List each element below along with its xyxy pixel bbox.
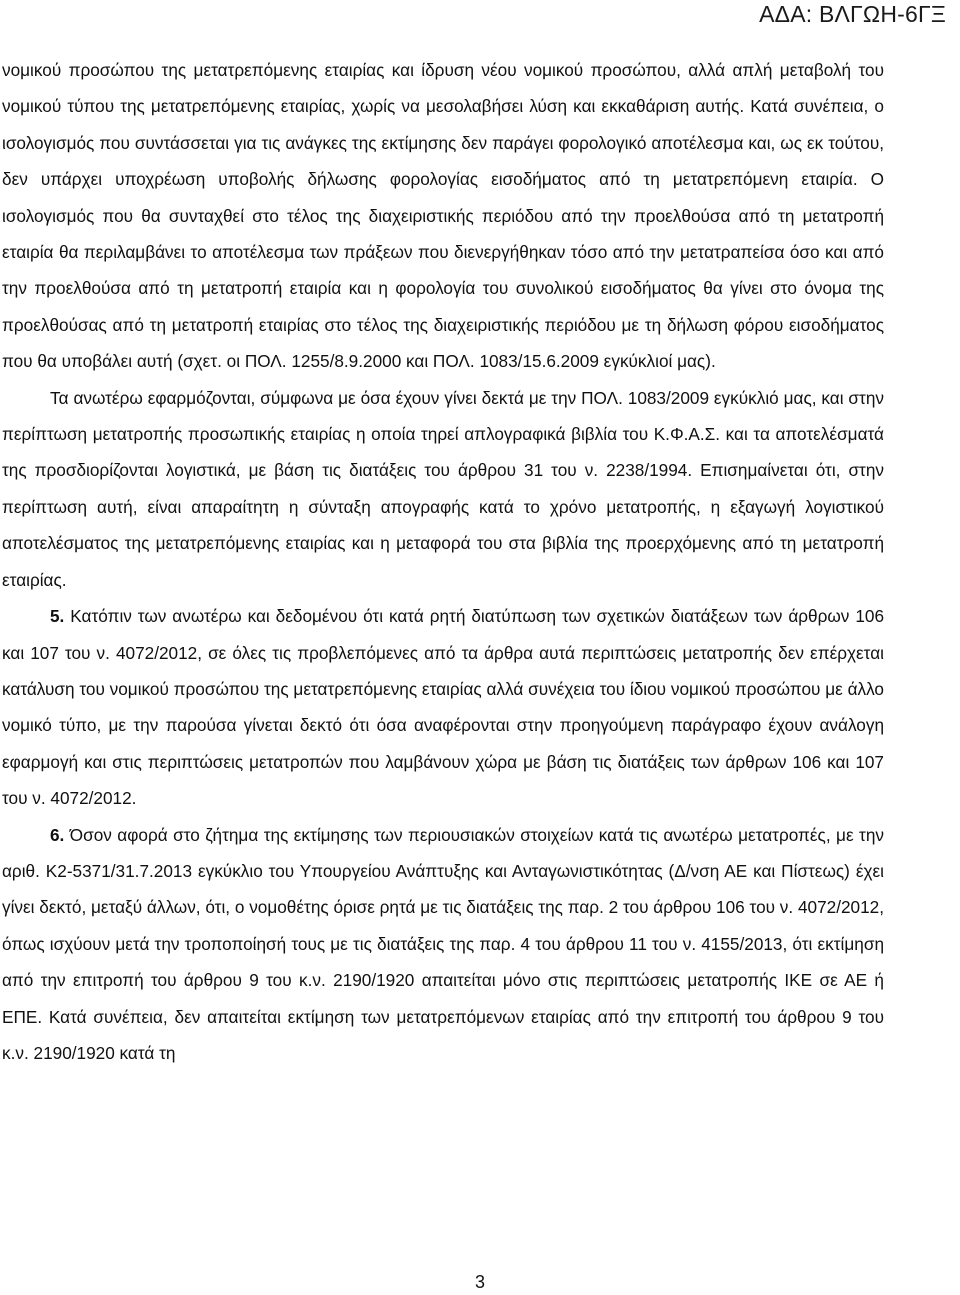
paragraph-continued — [2, 52, 884, 380]
paragraph-5 — [2, 598, 884, 816]
paragraph-text: Όσον αφορά στο ζήτημα της εκτίμησης των περιουσιακών στοιχείων κατά τις ανωτέρω μετατροπές, με την αριθ. Κ2-5371/31.7.2013 εγκύκλιο του Υπουργείου Ανάπτυξης και Ανταγωνιστικότητας (Δ/νση ΑΕ και Πίστεως) έχει γίνει δεκτό, μεταξύ άλλων, ότι, ο νομοθέτης όρισε ρητά με τις διατάξεις της παρ. 2 του άρθρου 106 του ν. 4072/2012, όπως ισχύουν μετά την τροποποίησή τους με τις διατάξεις της παρ. 4 του άρθρου 11 του ν. 4155/2013, ότι εκτίμηση από την επιτροπή του άρθρου 9 του κ.ν. 2190/1920 απαιτείται μόνο στις περιπτώσεις μετατροπής ΙΚΕ σε ΑΕ ή ΕΠΕ. Κατά συνέπεια, δεν απαιτείται εκτίμηση των μετατρεπόμενων εταιρίας από την επιτροπή του άρθρου 9 του κ.ν. 2190/1920 κατά τη — [2, 824, 885, 1063]
paragraph-number: 5. — [50, 606, 65, 627]
paragraph-6 — [2, 817, 884, 1072]
paragraph-text: Κατόπιν των ανωτέρω και δεδομένου ότι κατά ρητή διατύπωση των σχετικών διατάξεων των άρθρων 106 και 107 του ν. 4072/2012, σε όλες τις προβλεπόμενες από τα άρθρα αυτά περιπτώσεις μετατροπής δεν επέρχεται κατάλυση του νομικού προσώπου της μετατρεπόμενης εταιρίας αλλά συνέχεια του ίδιου νομικού προσώπου με άλλο νομικό τύπο, με την παρούσα γίνεται δεκτό ότι όσα αναφέρονται στην προηγούμενη παράγραφο έχουν ανάλογη εφαρμογή και στις περιπτώσεις μετατροπών που λαμβάνουν χώρα με βάση τις διατάξεις των άρθρων 106 και 107 του ν. 4072/2012. — [2, 606, 884, 809]
paragraph-text: Τα ανωτέρω εφαρμόζονται, σύμφωνα με όσα έχουν γίνει δεκτά με την ΠΟΛ. 1083/2009 εγκύκλιό μας, και στην περίπτωση μετατροπής προσωπικής εταιρίας η οποία τηρεί απλογραφικά βιβλία του Κ.Φ.Α.Σ. και τα αποτελέσματά της προσδιορίζονται λογιστικά, με βάση τις διατάξεις του άρθρου 31 του ν. 2238/1994. Επισημαίνεται ότι, στην περίπτωση αυτή, είναι απαραίτητη η σύνταξη απογραφής κατά το χρόνο μετατροπής, η εξαγωγή λογιστικού αποτελέσματος της μετατρεπόμενης εταιρίας και η μεταφορά του στα βιβλία της προερχόμενης από τη μετατροπή εταιρίας. — [2, 387, 884, 590]
paragraph-text: νομικού προσώπου της μετατρεπόμενης εταιρίας και ίδρυση νέου νομικού προσώπου, αλλά απλή μεταβολή του νομικού τύπου της μετατρεπόμενης εταιρίας, χωρίς να μεσολαβήσει λύση και εκκαθάριση αυτής. Κατά συνέπεια, ο ισολογισμός που συντάσσεται για τις ανάγκες της εκτίμησης δεν παράγει φορολογικό αποτέλεσμα και, ως εκ τούτου, δεν υπάρχει υποχρέωση υποβολής δήλωσης φορολογίας εισοδήματος από τη μετατρεπόμενη εταιρία. Ο ισολογισμός που θα συνταχθεί στο τέλος της διαχειριστικής περιόδου από την προελθούσα από τη μετατροπή εταιρία θα περιλαμβάνει το αποτέλεσμα των πράξεων που διενεργήθηκαν τόσο από την μετατραπείσα όσο και από την προελθούσα από τη μετατροπή εταιρία και η φορολογία του συνολικού εισοδήματος θα γίνει στο όνομα της προελθούσας από τη μετατροπή εταιρίας στο τέλος της διαχειριστικής περιόδου με τη δήλωση φόρου εισοδήματος που θα υποβάλει αυτή (σχετ. οι ΠΟΛ. 1255/8.9.2000 και ΠΟΛ. 1083/15.6.2009 εγκύκλιοί μας). — [2, 60, 884, 372]
paragraph-number: 6. — [50, 824, 65, 845]
ada-code: ΑΔΑ: ΒΛΓΩΗ-6ΓΞ — [759, 1, 946, 27]
document-body — [2, 52, 884, 1071]
paragraph-pol-1083 — [2, 380, 884, 598]
page-number: 3 — [474, 1272, 485, 1292]
